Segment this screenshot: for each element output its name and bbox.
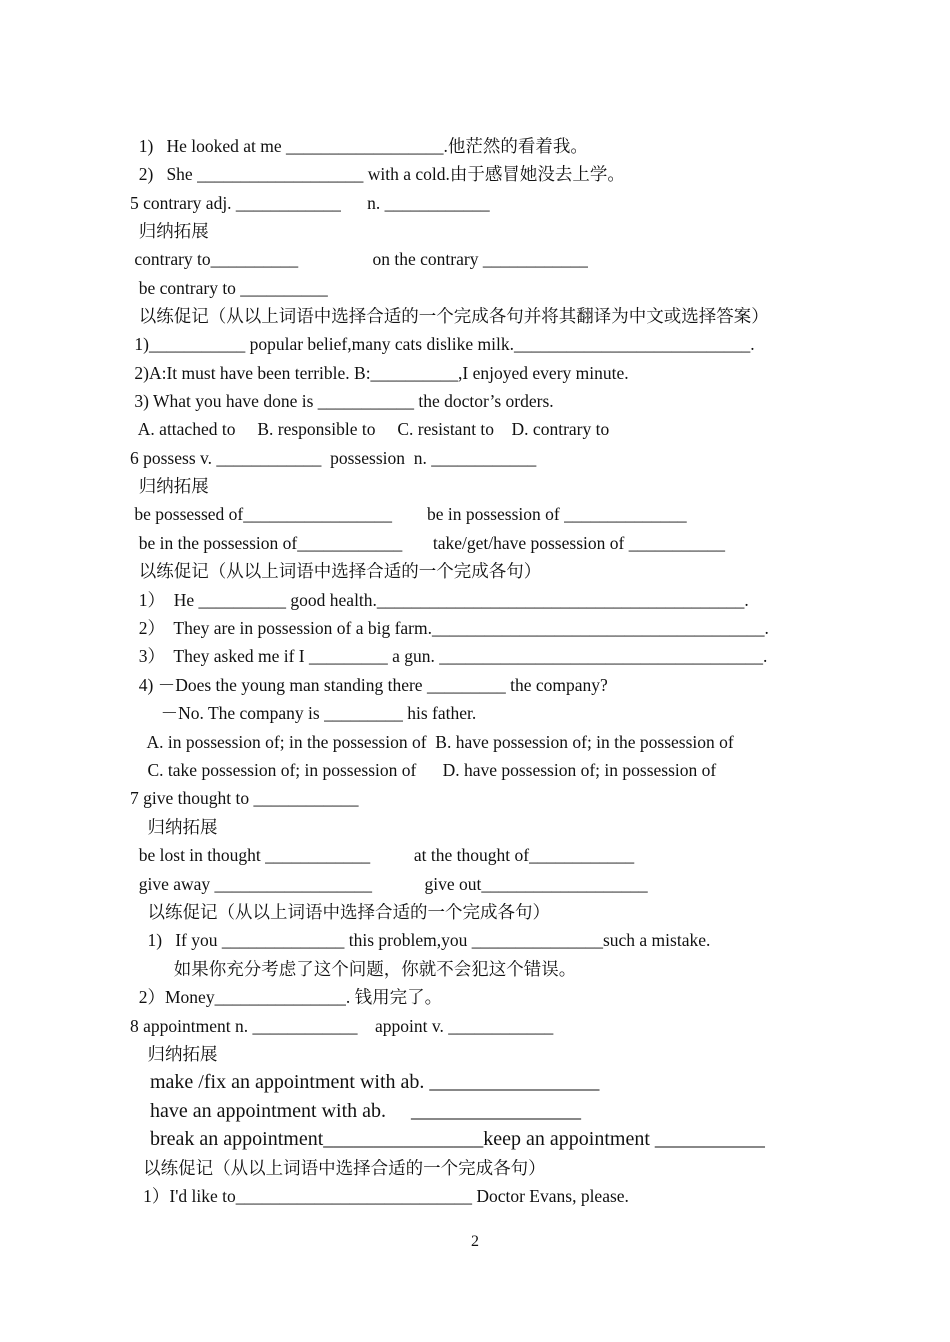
subheading: 归纳拓展 [130, 1044, 218, 1064]
exercise-line: 2)A:It must have been terrible. B:__________,I enjoyed every minute. [130, 363, 629, 383]
exercise-line: 1）I'd like to___________________________ Doctor Evans, please. [130, 1186, 629, 1206]
phrase-line: be lost in thought ____________ at the thought of____________ [130, 845, 635, 865]
instruction: 以练促记（从以上词语中选择合适的一个完成各句并将其翻译为中文或选择答案） [130, 306, 769, 326]
subheading: 归纳拓展 [130, 476, 209, 496]
exercise-line: 2） They are in possession of a big farm.______________________________________. [130, 618, 769, 638]
answer-options: C. take possession of; in possession of D. have possession of; in possession of [130, 760, 717, 780]
section-heading-8: 8 appointment n. ____________ appoint v. ____________ [130, 1016, 554, 1036]
exercise-line: 1)___________ popular belief,many cats dislike milk.___________________________. [130, 334, 755, 354]
page-number: 2 [471, 1233, 479, 1250]
section-heading-7: 7 give thought to ____________ [130, 788, 359, 808]
answer-options: A. in possession of; in the possession of B. have possession of; in the possession of [130, 732, 734, 752]
instruction: 以练促记（从以上词语中选择合适的一个完成各句） [130, 902, 550, 922]
section-heading-5: 5 contrary adj. ____________ n. ____________ [130, 193, 490, 213]
phrase-line: be possessed of_________________ be in possession of ______________ [130, 504, 687, 524]
answer-options: A. attached to B. responsible to C. resistant to D. contrary to [130, 419, 610, 439]
exercise-line: －No. The company is _________ his father. [130, 703, 477, 723]
subheading: 归纳拓展 [130, 221, 209, 241]
exercise-line: 4) －Does the young man standing there _________ the company? [130, 675, 608, 695]
phrase-line: give away __________________ give out___________________ [130, 874, 648, 894]
phrase-line: be contrary to __________ [130, 278, 328, 298]
phrase-line: contrary to__________ on the contrary ____________ [130, 249, 588, 269]
phrase-line: have an appointment with ab. _________________ [130, 1100, 582, 1122]
exercise-line: 3) What you have done is ___________ the doctor’s orders. [130, 391, 554, 411]
exercise-line: 1) He looked at me __________________.他茫然的看着我。 [130, 136, 588, 156]
section-heading-6: 6 possess v. ____________ possession n. ____________ [130, 448, 537, 468]
exercise-line: 1) If you ______________ this problem,you _______________such a mistake. [130, 930, 711, 950]
instruction: 以练促记（从以上词语中选择合适的一个完成各句） [130, 1158, 546, 1178]
exercise-line: 1） He __________ good health.__________________________________________. [130, 590, 749, 610]
exercise-line: 2) She ___________________ with a cold.由于感冒她没去上学。 [130, 164, 625, 184]
subheading: 归纳拓展 [130, 817, 218, 837]
phrase-line: make /fix an appointment with ab. _________________ [130, 1071, 600, 1093]
phrase-line: be in the possession of____________ take/get/have possession of ___________ [130, 533, 725, 553]
instruction: 以练促记（从以上词语中选择合适的一个完成各句） [130, 561, 542, 581]
exercise-line: 2）Money_______________. 钱用完了。 [130, 987, 443, 1007]
phrase-line: break an appointment________________keep an appointment ___________ [130, 1128, 765, 1150]
translation-line: 如果你充分考虑了这个问题，你就不会犯这个错误。 [130, 959, 577, 979]
exercise-line: 3） They asked me if I _________ a gun. _____________________________________. [130, 646, 768, 666]
